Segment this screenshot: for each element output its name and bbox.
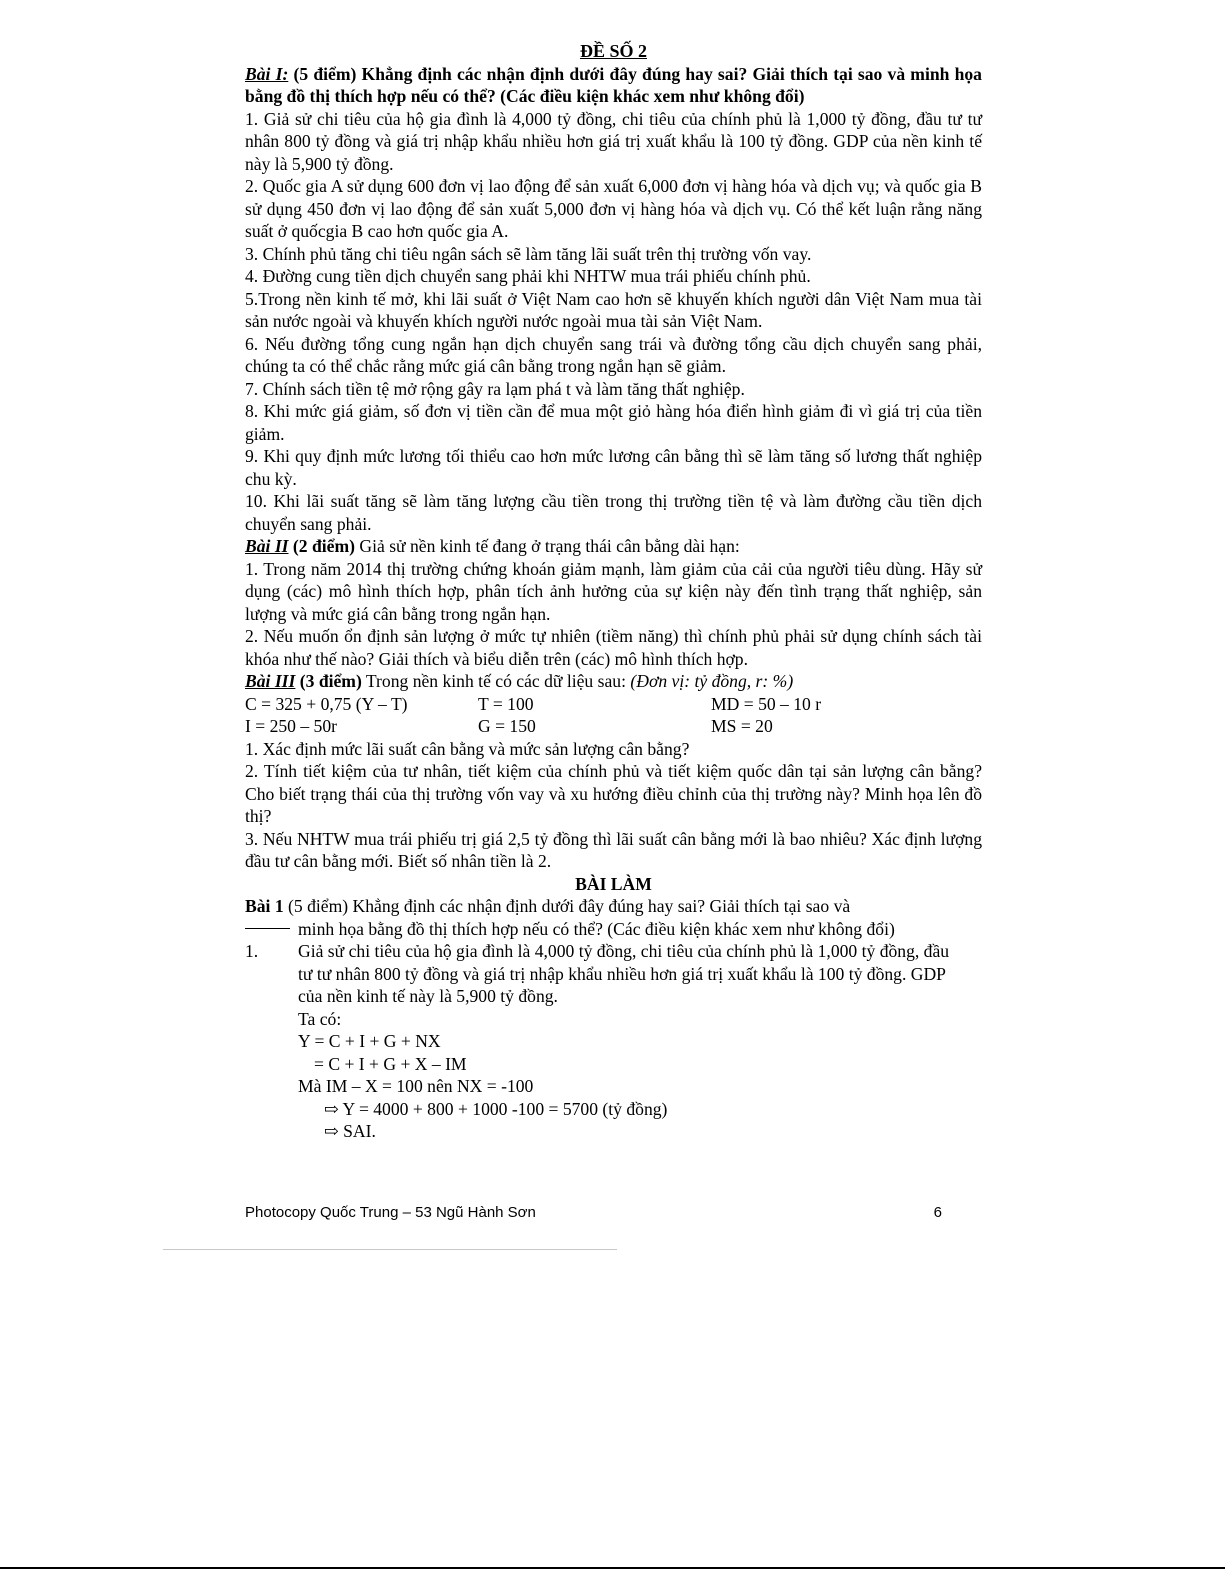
equation-cell: MS = 20 — [711, 716, 773, 736]
equation-4: ⇨ Y = 4000 + 800 + 1000 -100 = 5700 (tỷ đồng) — [324, 1098, 668, 1119]
bai2-item-1: 1. Trong năm 2014 thị trường chứng khoán giảm mạnh, làm giảm của cải của người tiêu dùng. Hãy sử dụng (các) mô hình thích hợp, phân tích ảnh hưởng của sự kiện này đến tình trạng thất nghiệp, sản lượng và mức giá cân bằng trong ngắn hạn. — [245, 558, 982, 624]
bai2-label: Bài II — [245, 536, 289, 556]
answer-question-number: 1. — [245, 941, 259, 961]
exam-title: ĐỀ SỐ 2 — [579, 41, 648, 61]
dash-rule — [245, 928, 290, 929]
bai3-item-2: 2. Tính tiết kiệm của tư nhân, tiết kiệm của chính phủ và tiết kiệm quốc dân tại sản lượng cân bằng? Cho biết trạng thái của thị trường vốn vay và xu hướng điều chỉnh của thị trường này? Minh họa lên đồ thị? — [245, 761, 982, 826]
equation-cell: G = 150 — [478, 716, 536, 736]
answer-bai1-first-line: (5 điểm) Khẳng định các nhận định dưới đây đúng hay sai? Giải thích tại sao và — [288, 896, 851, 916]
bai1-item-4: 4. Đường cung tiền dịch chuyển sang phải khi NHTW mua trái phiếu chính phủ. — [245, 266, 811, 286]
bai3-heading-text: Trong nền kinh tế có các dữ liệu sau: — [365, 671, 626, 691]
equation-2: = C + I + G + X – IM — [314, 1053, 467, 1074]
bai1-label: Bài I: — [245, 63, 289, 84]
equation-row — [245, 693, 982, 716]
answer-bai1-heading — [245, 895, 909, 918]
bai1-item-10: 10. Khi lãi suất tăng sẽ làm tăng lượng cầu tiền trong thị trường tiền tệ và làm đường cầu tiền dịch chuyển sang phải. — [245, 491, 982, 534]
conclusion: ⇨ SAI. — [324, 1121, 376, 1141]
bai1-heading-text: Khẳng định các nhận định dưới đây đúng hay sai? Giải thích tại sao và minh họa bằng đồ thị thích hợp nếu có thể? (Các điều kiện khác xem như không đổi) — [245, 63, 982, 106]
bai1-heading — [245, 63, 982, 108]
bai2-points: (2 điểm) — [292, 536, 355, 556]
equation-3: Mà IM – X = 100 nên NX = -100 — [298, 1076, 534, 1096]
bai1-item-9: 9. Khi quy định mức lương tối thiểu cao hơn mức lương cân bằng thì sẽ làm tăng số lương thất nghiệp chu kỳ. — [245, 446, 982, 489]
bai1-item-5: 5.Trong nền kinh tế mở, khi lãi suất ở Việt Nam cao hơn sẽ khuyến khích người dân Việt Nam mua tài sản nước ngoài và khuyến khích người nước ngoài mua tài sản Việt Nam. — [245, 288, 982, 331]
bai2-heading — [245, 535, 982, 558]
answer-title: BÀI LÀM — [575, 873, 652, 894]
equation-cell: C = 325 + 0,75 (Y – T) — [245, 693, 408, 714]
equation-row — [245, 715, 982, 738]
bai1-item-3: 3. Chính phủ tăng chi tiêu ngân sách sẽ làm tăng lãi suất trên thị trường vốn vay. — [245, 243, 812, 264]
bai3-points: (3 điểm) — [299, 671, 362, 691]
equation-cell: I = 250 – 50r — [245, 716, 338, 736]
bai3-unit: (Đơn vị: tỷ đồng, r: %) — [630, 671, 794, 691]
answer-question-1 — [245, 940, 950, 1008]
document-page — [245, 40, 982, 1143]
footer-divider — [163, 1249, 617, 1250]
bai1-item-8: 8. Khi mức giá giảm, số đơn vị tiền cần để mua một giỏ hàng hóa điển hình giảm đi vì giá trị của tiền giảm. — [245, 401, 982, 444]
equation-cell: MD = 50 – 10 r — [711, 693, 822, 714]
bai1-item-1: 1. Giả sử chi tiêu của hộ gia đình là 4,000 tỷ đồng, chi tiêu của chính phủ là 1,000 tỷ đồng, đầu tư tư nhân 800 tỷ đồng và giá trị nhập khẩu nhiều hơn giá trị xuất khẩu là 100 tỷ đồng. GDP của nền kinh tế này là 5,900 tỷ đồng. — [245, 108, 982, 174]
bai3-label: Bài III — [245, 671, 296, 691]
answer-bai1-rest: minh họa bằng đồ thị thích hợp nếu có thể? (Các điều kiện khác xem như không đổi) — [298, 918, 895, 939]
bai3-item-3: 3. Nếu NHTW mua trái phiếu trị giá 2,5 tỷ đồng thì lãi suất cân bằng mới là bao nhiêu? Xác định lượng đầu tư cân bằng mới. Biết số nhân tiền là 2. — [245, 828, 982, 871]
bai3-heading — [245, 670, 982, 693]
bai2-heading-text: Giả sử nền kinh tế đang ở trạng thái cân bằng dài hạn: — [359, 536, 740, 556]
page-bottom-rule — [0, 1567, 1225, 1569]
bai2-item-2: 2. Nếu muốn ổn định sản lượng ở mức tự nhiên (tiềm năng) thì chính phủ phải sử dụng chính sách tài khóa như thế nào? Giải thích và biểu diễn trên (các) mô hình thích hợp. — [245, 626, 982, 669]
page-footer — [245, 1204, 942, 1221]
footer-left: Photocopy Quốc Trung – 53 Ngũ Hành Sơn — [245, 1204, 536, 1221]
ta-co: Ta có: — [298, 1008, 342, 1029]
page-number: 6 — [933, 1204, 942, 1221]
answer-bai1-continuation — [245, 918, 918, 941]
answer-bai1-label: Bài 1 — [245, 896, 284, 916]
bai1-item-6: 6. Nếu đường tổng cung ngắn hạn dịch chuyển sang trái và đường tổng cầu dịch chuyển sang phải, chúng ta có thể chắc rằng mức giá cân bằng trong ngắn hạn sẽ giảm. — [245, 333, 982, 376]
bai1-item-7: 7. Chính sách tiền tệ mở rộng gây ra lạm phá t và làm tăng thất nghiệp. — [245, 378, 745, 399]
bai1-points: (5 điểm) — [293, 63, 357, 84]
answer-question-text: Giả sử chi tiêu của hộ gia đình là 4,000 tỷ đồng, chi tiêu của chính phủ là 1,000 tỷ đồng, đầu tư tư nhân 800 tỷ đồng và giá trị nhập khẩu nhiều hơn giá trị xuất khẩu là 100 tỷ đồng. GDP của nền kinh tế này là 5,900 tỷ đồng. — [298, 941, 950, 1006]
bai1-item-2: 2. Quốc gia A sử dụng 600 đơn vị lao động để sản xuất 6,000 đơn vị hàng hóa và dịch vụ; và quốc gia B sử dụng 450 đơn vị lao động để sản xuất 5,000 đơn vị hàng hóa và dịch vụ. Có thể kết luận rằng năng suất ở quốcgia B cao hơn quốc gia A. — [245, 176, 982, 241]
equation-cell: T = 100 — [478, 693, 534, 714]
equation-1: Y = C + I + G + NX — [298, 1031, 441, 1051]
bai3-item-1: 1. Xác định mức lãi suất cân bằng và mức sản lượng cân bằng? — [245, 738, 690, 759]
